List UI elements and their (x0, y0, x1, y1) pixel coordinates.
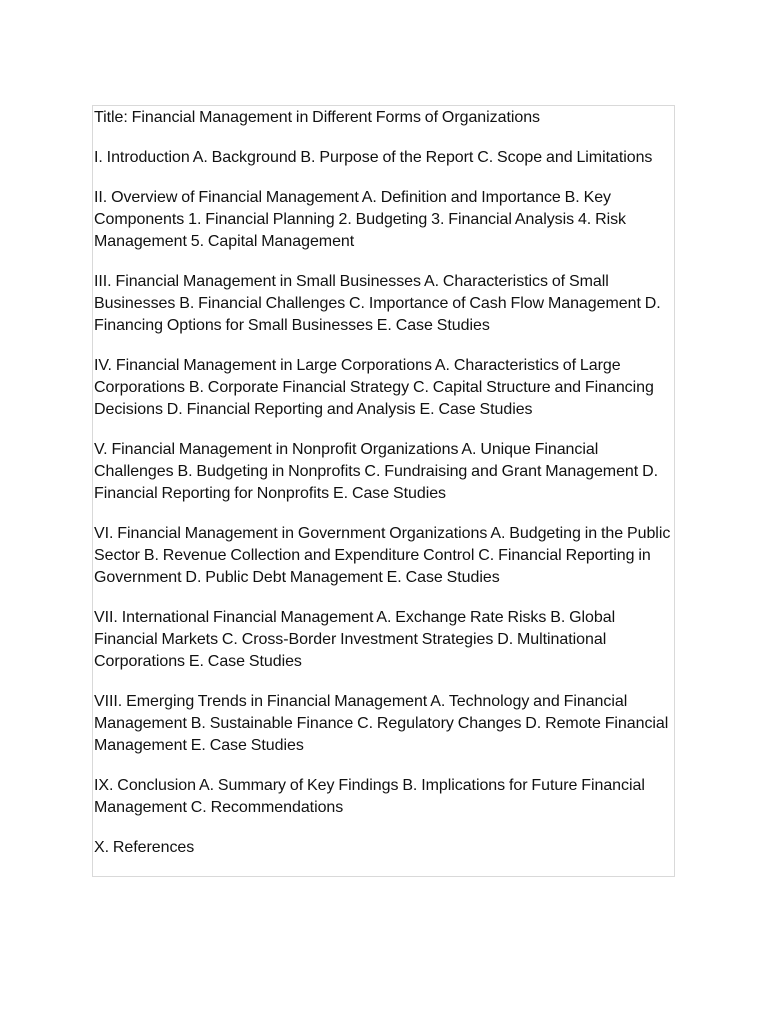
section-emerging-trends: VIII. Emerging Trends in Financial Management A. Technology and Financial Management B. Sustainable Finance C. Regulatory Changes D. Remote Financial Management E. Case Studies (94, 693, 669, 754)
section-government-organizations: VI. Financial Management in Government Organizations A. Budgeting in the Public Sector B. Revenue Collection and Expenditure Control C. Financial Reporting in Government D. Public Debt Management E. Case Studies (94, 525, 671, 586)
section-nonprofit-organizations: V. Financial Management in Nonprofit Organizations A. Unique Financial Challenges B. Budgeting in Nonprofits C. Fundraising and Grant Management D. Financial Reporting for Nonprofits E. Case Studies (94, 441, 658, 502)
document-title: Title: Financial Management in Different Forms of Organizations (94, 109, 540, 126)
document-text-box (92, 105, 675, 877)
section-overview: II. Overview of Financial Management A. Definition and Importance B. Key Components 1. Financial Planning 2. Budgeting 3. Financial Analysis 4. Risk Management 5. Capital Management (94, 189, 627, 250)
section-conclusion: IX. Conclusion A. Summary of Key Findings B. Implications for Future Financial Management C. Recommendations (94, 777, 645, 816)
section-large-corporations: IV. Financial Management in Large Corporations A. Characteristics of Large Corporations B. Corporate Financial Strategy C. Capital Structure and Financing Decisions D. Financial Reporting and Analysis E. Case Studies (94, 357, 654, 418)
section-small-businesses: III. Financial Management in Small Businesses A. Characteristics of Small Businesses B. Financial Challenges C. Importance of Cash Flow Management D. Financing Options for Small Businesses E. Case Studies (94, 273, 661, 334)
section-references: X. References (94, 839, 195, 856)
section-introduction: I. Introduction A. Background B. Purpose of the Report C. Scope and Limitations (94, 149, 653, 166)
section-international-financial-management: VII. International Financial Management A. Exchange Rate Risks B. Global Financial Markets C. Cross-Border Investment Strategies D. Multinational Corporations E. Case Studies (94, 609, 616, 670)
